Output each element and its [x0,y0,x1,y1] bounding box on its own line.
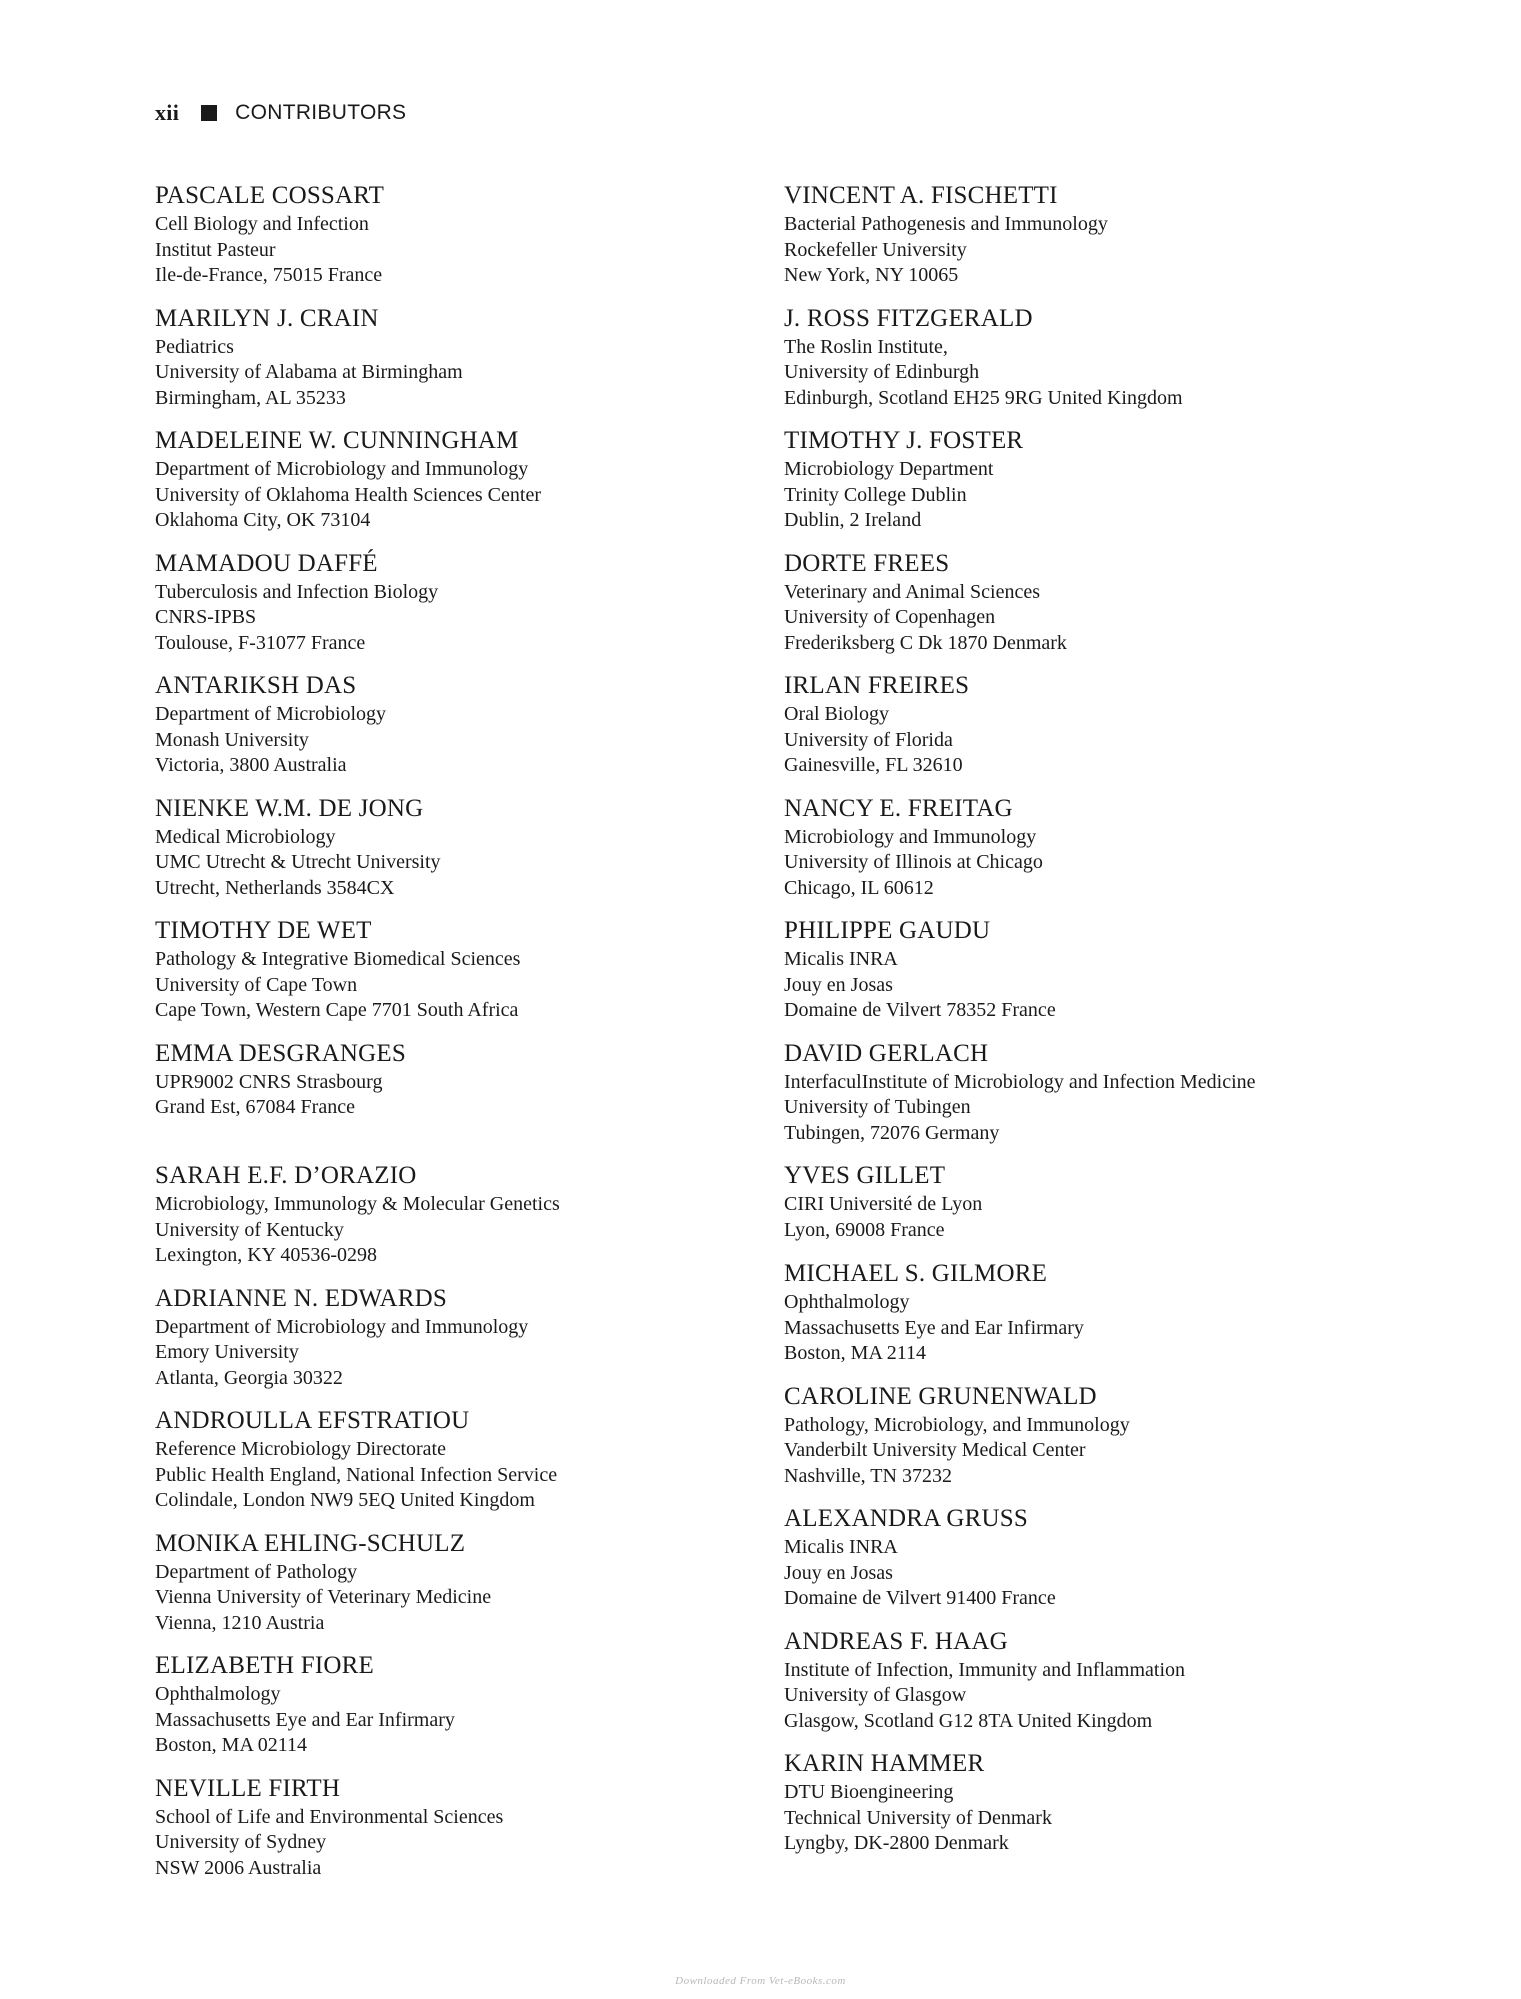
contributor-entry [784,1258,1484,1381]
contributor-name: ALEXANDRA GRUSS [784,1505,1029,1532]
contributor-affiliation-line: Oklahoma City, OK 73104 [155,509,371,531]
contributor-name: IRLAN FREIRES [784,672,970,699]
contributor-affiliation-line: Pathology & Integrative Biomedical Sciences [155,948,521,970]
contributor-affiliation-line: Tubingen, 72076 Germany [784,1121,1000,1144]
contributor-entry [155,670,755,793]
contributor-name: ANTARIKSH DAS [155,672,357,699]
contributor-entry [784,303,1484,426]
contributor-affiliation-line: Bacterial Pathogenesis and Immunology [784,213,1108,235]
contributor-affiliation-line: The Roslin Institute, [784,335,948,358]
contributor-entry [155,793,755,916]
contributor-entry [784,670,1484,793]
contributor-affiliation-line: Department of Pathology [155,1560,358,1583]
contributor-affiliation-line: University of Alabama at Birmingham [155,361,463,383]
contributor-affiliation-line: New York, NY 10065 [784,264,959,286]
contributor-entry [155,1773,755,1896]
section-title: CONTRIBUTORS [235,101,407,124]
contributors-left-column [155,180,755,1895]
contributor-affiliation-line: Emory University [155,1341,299,1363]
contributor-entry [784,180,1484,303]
contributor-affiliation-line: Tuberculosis and Infection Biology [155,580,439,603]
contributor-name: MARILYN J. CRAIN [155,304,379,332]
contributor-affiliation-line: Chicago, IL 60612 [784,876,934,899]
contributor-affiliation-line: Toulouse, F-31077 France [155,631,366,654]
contributor-name: TIMOTHY DE WET [155,917,372,944]
contributor-affiliation-line: Cape Town, Western Cape 7701 South Africa [155,999,519,1021]
contributor-name: PASCALE COSSART [155,182,385,209]
contributor-affiliation-line: University of Edinburgh [784,361,980,383]
contributor-entry [155,1650,755,1773]
contributor-affiliation-line: InterfaculInstitute of Microbiology and Infection Medicine [784,1070,1256,1093]
contributor-name: NANCY E. FREITAG [784,794,1013,822]
contributor-affiliation-line: Ophthalmology [155,1683,281,1705]
contributor-name: EMMA DESGRANGES [155,1039,406,1067]
contributor-entry [784,1038,1484,1161]
contributor-affiliation-line: Department of Microbiology [155,703,387,725]
contributor-affiliation-line: Gainesville, FL 32610 [784,754,963,776]
contributor-affiliation-line: Colindale, London NW9 5EQ United Kingdom [155,1489,535,1511]
contributor-affiliation-line: Grand Est, 67084 France [155,1096,355,1118]
contributor-entry [155,1160,755,1283]
contributor-affiliation-line: Trinity College Dublin [784,483,967,506]
contributor-affiliation-line: Nashville, TN 37232 [784,1464,952,1487]
contributor-name: TIMOTHY J. FOSTER [784,427,1024,454]
contributor-affiliation-line: Vienna University of Veterinary Medicine [155,1586,492,1608]
contributor-affiliation-line: Rockefeller University [784,238,967,261]
contributor-name: SARAH E.F. D’ORAZIO [155,1162,417,1189]
contributor-affiliation-line: Micalis INRA [784,1536,898,1558]
contributor-affiliation-line: Lyngby, DK-2800 Denmark [784,1832,1009,1854]
contributor-affiliation-line: University of Glasgow [784,1684,967,1706]
contributor-affiliation-line: School of Life and Environmental Sciences [155,1805,504,1828]
contributor-affiliation-line: University of Sydney [155,1831,327,1853]
contributor-affiliation-line: CNRS-IPBS [155,606,257,628]
contributor-affiliation-line: University of Copenhagen [784,606,996,628]
contributors-right-column [784,180,1484,1871]
contributor-affiliation-line: Jouy en Josas [784,1561,893,1584]
contributor-entry [155,180,755,303]
contributor-affiliation-line: Domaine de Vilvert 78352 France [784,999,1056,1021]
contributor-affiliation-line: Massachusetts Eye and Ear Infirmary [155,1708,455,1731]
contributor-affiliation-line: Edinburgh, Scotland EH25 9RG United Kingdom [784,386,1183,409]
contributor-name: NIENKE W.M. DE JONG [155,794,424,822]
contributor-affiliation-line: DTU Bioengineering [784,1781,954,1803]
contributor-entry [784,1626,1484,1749]
contributor-affiliation-line: Ile-de-France, 75015 France [155,264,383,286]
contributor-name: VINCENT A. FISCHETTI [784,182,1058,209]
contributor-affiliation-line: University of Florida [784,728,953,751]
contributor-affiliation-line: Lexington, KY 40536-0298 [155,1244,378,1266]
contributor-name: J. ROSS FITZGERALD [784,304,1033,332]
contributor-name: ELIZABETH FIORE [155,1652,374,1679]
contributor-entry [155,1038,755,1161]
contributor-affiliation-line: Glasgow, Scotland G12 8TA United Kingdom [784,1709,1153,1732]
running-header [155,98,406,128]
contributor-affiliation-line: Vienna, 1210 Austria [155,1611,325,1634]
contributor-entry [155,303,755,426]
contributor-affiliation-line: Jouy en Josas [784,973,893,996]
contributor-affiliation-line: Technical University of Denmark [784,1806,1052,1829]
contributor-affiliation-line: University of Tubingen [784,1096,971,1118]
contributor-name: YVES GILLET [784,1162,946,1189]
contributor-name: NEVILLE FIRTH [155,1774,341,1802]
contributor-entry [784,425,1484,548]
contributor-affiliation-line: Institut Pasteur [155,238,276,261]
contributor-affiliation-line: Lyon, 69008 France [784,1218,945,1241]
contributor-affiliation-line: Microbiology and Immunology [784,825,1037,848]
contributor-affiliation-line: Domaine de Vilvert 91400 France [784,1587,1056,1609]
contributor-affiliation-line: Boston, MA 02114 [155,1734,308,1756]
contributor-entry [784,1748,1484,1871]
contributor-name: CAROLINE GRUNENWALD [784,1382,1097,1410]
contributor-affiliation-line: Frederiksberg C Dk 1870 Denmark [784,631,1067,654]
contributor-affiliation-line: Oral Biology [784,703,889,725]
contributor-affiliation-line: Institute of Infection, Immunity and Inflammation [784,1658,1186,1681]
contributor-affiliation-line: Veterinary and Animal Sciences [784,580,1041,603]
contributor-entry [784,548,1484,671]
contributor-name: DORTE FREES [784,549,950,577]
contributor-affiliation-line: UPR9002 CNRS Strasbourg [155,1070,383,1093]
contributor-affiliation-line: Birmingham, AL 35233 [155,386,346,409]
contributor-entry [155,1405,755,1528]
contributor-affiliation-line: Pediatrics [155,335,234,358]
contributor-entry [155,1528,755,1651]
contributor-affiliation-line: Monash University [155,728,309,751]
contributor-affiliation-line: Utrecht, Netherlands 3584CX [155,876,395,899]
contributor-name: MONIKA EHLING-SCHULZ [155,1529,466,1557]
contributor-affiliation-line: Medical Microbiology [155,825,336,848]
contributor-name: PHILIPPE GAUDU [784,917,991,944]
contributor-entry [784,1160,1484,1258]
contributor-affiliation-line: University of Kentucky [155,1218,344,1241]
contributor-name: ANDREAS F. HAAG [784,1627,1008,1655]
contributor-name: MADELEINE W. CUNNINGHAM [155,427,519,454]
contributor-name: MICHAEL S. GILMORE [784,1260,1048,1287]
contributor-entry [155,425,755,548]
contributor-affiliation-line: University of Oklahoma Health Sciences Center [155,483,541,506]
contributor-name: KARIN HAMMER [784,1750,985,1777]
contributor-name: MAMADOU DAFFÉ [155,549,378,577]
contributor-entry [155,915,755,1038]
contributor-affiliation-line: Microbiology Department [784,458,994,480]
contributor-affiliation-line: Public Health England, National Infection Service [155,1463,558,1486]
contributor-affiliation-line: Micalis INRA [784,948,898,970]
contributor-affiliation-line: Boston, MA 2114 [784,1342,927,1364]
contributor-affiliation-line: Microbiology, Immunology & Molecular Genetics [155,1193,560,1215]
contributor-affiliation-line: CIRI Université de Lyon [784,1193,983,1215]
download-watermark: Downloaded From Vet-eBooks.com [675,1975,846,1987]
square-bullet-icon [201,105,217,121]
contributor-entry [784,915,1484,1038]
contributor-affiliation-line: University of Illinois at Chicago [784,851,1043,873]
contributor-affiliation-line: Vanderbilt University Medical Center [784,1439,1086,1461]
contributor-name: DAVID GERLACH [784,1039,989,1067]
contributor-entry [784,793,1484,916]
contributor-affiliation-line: University of Cape Town [155,973,358,996]
contributor-affiliation-line: Department of Microbiology and Immunology [155,458,529,480]
contributor-affiliation-line: Department of Microbiology and Immunology [155,1315,529,1338]
page-number: xii [155,100,180,125]
contributor-affiliation-line: Massachusetts Eye and Ear Infirmary [784,1316,1084,1339]
contributor-entry [155,1283,755,1406]
contributor-affiliation-line: Dublin, 2 Ireland [784,509,922,531]
contributor-name: ADRIANNE N. EDWARDS [155,1284,447,1312]
contributor-affiliation-line: Atlanta, Georgia 30322 [155,1366,343,1389]
contributor-entry [784,1381,1484,1504]
contributor-affiliation-line: UMC Utrecht & Utrecht University [155,851,441,873]
contributor-name: ANDROULLA EFSTRATIOU [155,1407,470,1434]
contributor-entry [155,548,755,671]
contributor-affiliation-line: Reference Microbiology Directorate [155,1438,446,1460]
contributor-affiliation-line: Ophthalmology [784,1291,910,1313]
contributor-entry [784,1503,1484,1626]
contributor-affiliation-line: NSW 2006 Australia [155,1856,322,1879]
contributor-affiliation-line: Pathology, Microbiology, and Immunology [784,1413,1130,1436]
contributor-affiliation-line: Cell Biology and Infection [155,213,369,235]
contributor-affiliation-line: Victoria, 3800 Australia [155,754,347,776]
